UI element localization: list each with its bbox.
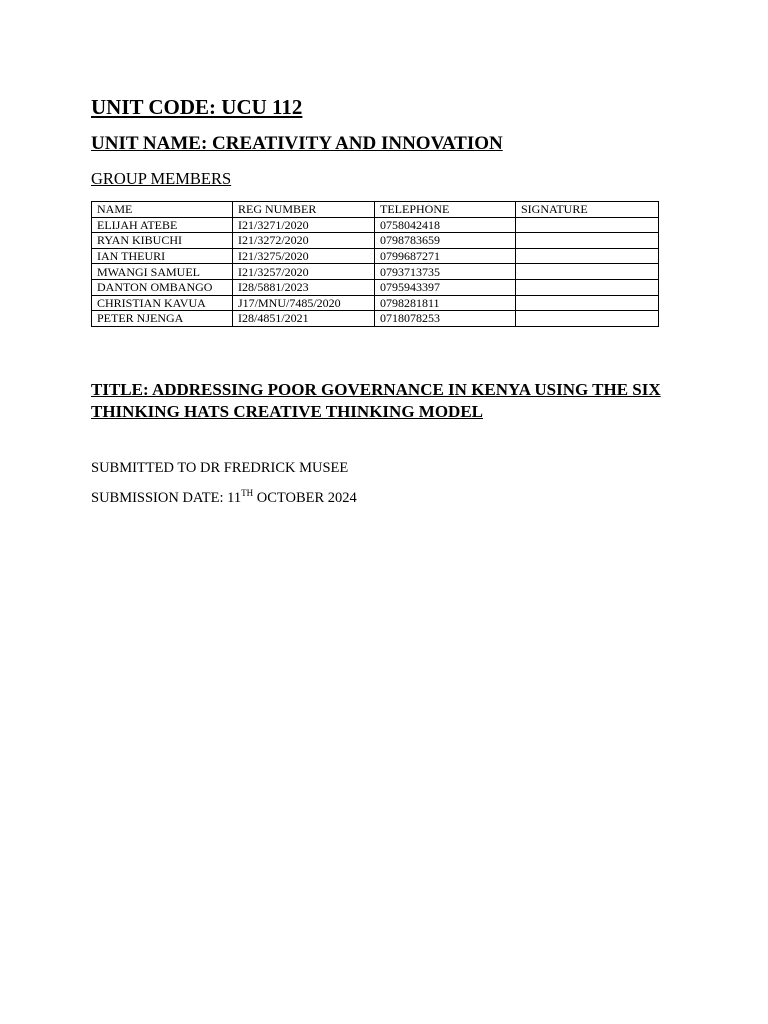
submission-date-ordinal: TH (241, 488, 254, 498)
column-header-signature: SIGNATURE (516, 202, 659, 218)
member-telephone: 0798783659 (375, 233, 516, 249)
member-reg-number: I21/3272/2020 (233, 233, 375, 249)
document-title: TITLE: ADDRESSING POOR GOVERNANCE IN KENYA USING THE SIX THINKING HATS CREATIVE THINKING MODEL (91, 380, 661, 421)
member-telephone: 0798281811 (375, 295, 516, 311)
member-name: ELIJAH ATEBE (92, 217, 233, 233)
member-reg-number: I28/5881/2023 (233, 279, 375, 295)
table-row (92, 217, 659, 233)
member-signature (516, 311, 659, 327)
member-name: PETER NJENGA (92, 311, 233, 327)
member-signature (516, 233, 659, 249)
member-name: MWANGI SAMUEL (92, 264, 233, 280)
table-row (92, 264, 659, 280)
group-members-table (91, 201, 659, 327)
member-signature (516, 217, 659, 233)
submission-date (91, 490, 357, 507)
submitted-to: SUBMITTED TO DR FREDRICK MUSEE (91, 460, 349, 476)
member-name: IAN THEURI (92, 248, 233, 264)
member-name: RYAN KIBUCHI (92, 233, 233, 249)
member-reg-number: I21/3275/2020 (233, 248, 375, 264)
member-name: CHRISTIAN KAVUA (92, 295, 233, 311)
submission-date-suffix: OCTOBER 2024 (253, 490, 357, 506)
member-telephone: 0793713735 (375, 264, 516, 280)
unit-name-heading: UNIT NAME: CREATIVITY AND INNOVATION (91, 133, 503, 154)
member-signature (516, 279, 659, 295)
member-telephone: 0758042418 (375, 217, 516, 233)
member-signature (516, 264, 659, 280)
table-row (92, 279, 659, 295)
member-telephone: 0718078253 (375, 311, 516, 327)
member-reg-number: I28/4851/2021 (233, 311, 375, 327)
unit-code-heading: UNIT CODE: UCU 112 (91, 95, 303, 119)
column-header-reg-number: REG NUMBER (233, 202, 375, 218)
table-row (92, 295, 659, 311)
column-header-name: NAME (92, 202, 233, 218)
submission-date-prefix: SUBMISSION DATE: 11 (91, 490, 242, 506)
column-header-telephone: TELEPHONE (375, 202, 516, 218)
member-reg-number: I21/3257/2020 (233, 264, 375, 280)
member-reg-number: J17/MNU/7485/2020 (233, 295, 375, 311)
group-members-heading: GROUP MEMBERS (91, 169, 232, 188)
member-signature (516, 295, 659, 311)
member-telephone: 0799687271 (375, 248, 516, 264)
table-row (92, 233, 659, 249)
member-signature (516, 248, 659, 264)
table-row (92, 311, 659, 327)
table-header-row (92, 202, 659, 218)
member-reg-number: I21/3271/2020 (233, 217, 375, 233)
member-name: DANTON OMBANGO (92, 279, 233, 295)
member-telephone: 0795943397 (375, 279, 516, 295)
table-row (92, 248, 659, 264)
